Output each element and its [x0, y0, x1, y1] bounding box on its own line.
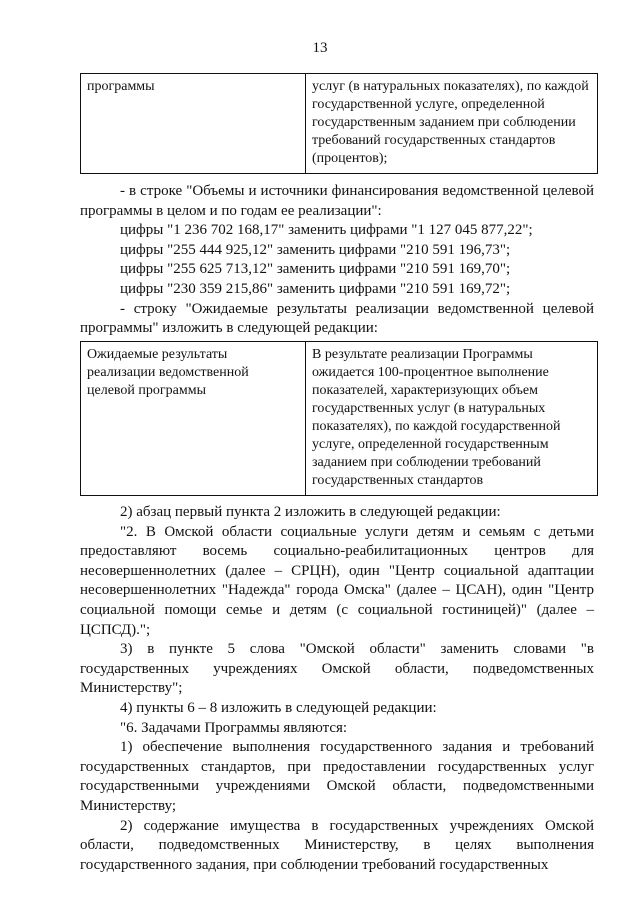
paragraph: цифры "230 359 215,86" заменить цифрами "210 591 169,72";: [120, 280, 511, 297]
table-row: [81, 74, 598, 174]
paragraph: 4) пункты 6 – 8 изложить в следующей редакции:: [120, 699, 437, 716]
table-program-continuation: [80, 73, 598, 174]
table-expected-results: [80, 341, 598, 496]
paragraph: цифры "1 236 702 168,17" заменить цифрами "1 127 045 877,22";: [120, 222, 533, 239]
page-number: 13: [312, 40, 328, 56]
paragraph: цифры "255 444 925,12" заменить цифрами "210 591 196,73";: [120, 241, 511, 258]
paragraph: 3) в пункте 5 слова "Омской области" заменить словами "в государственных учреждениях Омской области, подведомственных Министерству";: [80, 641, 594, 697]
amendment-block-2: [80, 503, 594, 875]
paragraph: "2. В Омской области социальные услуги детям и семьям с детьми предоставляют восемь социально-реабилитационных центров для несовершеннолетних (далее – СРЦН), один "Центр социальной адаптации несовершеннолетних "Надежда" города Омска" (далее – ЦСАН), один "Центр социальной помощи семье и детям (с социальной гостиницей)" (далее – ЦСПСД).";: [80, 523, 594, 638]
table-cell-right: услуг (в натуральных показателях), по каждой государственной услуге, определенной государственным заданием при соблюдении требований государственных стандартов (процентов);: [306, 74, 598, 174]
paragraph: - строку "Ожидаемые результаты реализации ведомственной целевой программы" изложить в следующей редакции:: [80, 300, 594, 337]
paragraph: - в строке "Объемы и источники финансирования ведомственной целевой программы в целом и по годам ее реализации":: [80, 183, 594, 219]
paragraph: цифры "255 625 713,12" заменить цифрами "210 591 169,70";: [120, 261, 511, 278]
amendment-block-1: [80, 182, 594, 339]
table-cell-right: В результате реализации Программы ожидается 100-процентное выполнение показателей, характеризующих объем государственных услуг (в натуральных показателях), по каждой государственной услуге, определенной государственным заданием при соблюдении требований государственных стандартов: [306, 342, 598, 496]
paragraph: 2) абзац первый пункта 2 изложить в следующей редакции:: [120, 504, 501, 520]
paragraph: 1) обеспечение выполнения государственного задания и требований государственных стандартов, при предоставлении государственных услуг государственными учреждениями Омской области, подведомственными Министерству;: [80, 739, 594, 814]
paragraph: 2) содержание имущества в государственных учреждениях Омской области, подведомственных Министерству, в целях выполнения государственного задания, при соблюдении требований государственных: [80, 817, 594, 873]
table-cell-left: программы: [81, 74, 306, 174]
table-row: [81, 342, 598, 496]
paragraph: "6. Задачами Программы являются:: [120, 719, 348, 736]
table-cell-left: Ожидаемые результаты реализации ведомственной целевой программы: [81, 342, 306, 496]
